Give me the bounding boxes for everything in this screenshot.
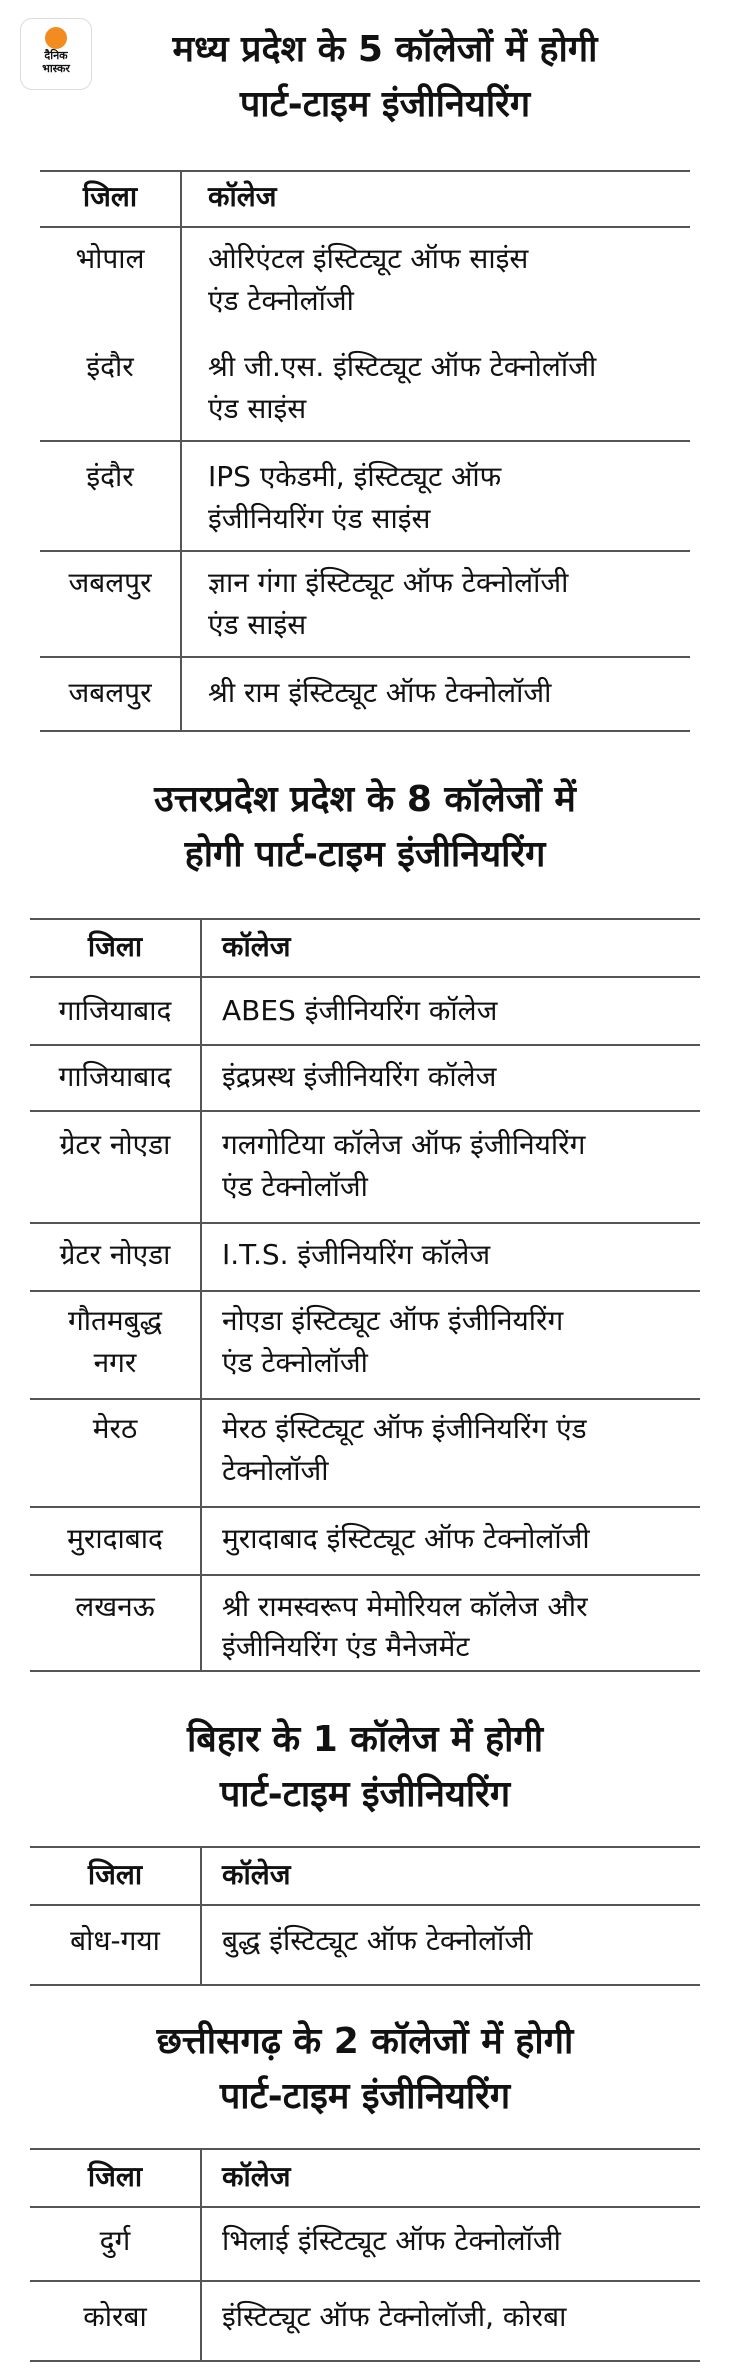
college-cell: ओरिएंटल इंस्टिट्यूट ऑफ साइंस <box>208 242 529 275</box>
row-rule <box>30 1110 700 1112</box>
district-cell: गाजियाबाद <box>58 1060 172 1093</box>
table-bottom-rule <box>30 1670 700 1672</box>
row-rule <box>30 1574 700 1576</box>
district-cell: ग्रेटर नोएडा <box>59 1128 171 1161</box>
college-cell-line2: इंजीनियरिंग एंड साइंस <box>208 502 431 535</box>
college-cell: गलगोटिया कॉलेज ऑफ इंजीनियरिंग <box>222 1128 586 1161</box>
district-cell: इंदौर <box>86 460 134 493</box>
college-cell-line2: एंड टेक्नोलॉजी <box>222 1346 368 1379</box>
row-rule <box>30 1398 700 1400</box>
section-title-bihar: बिहार के 1 कॉलेज में होगी पार्ट-टाइम इंजीनियरिंग <box>186 1719 544 1815</box>
college-cell-line2: इंजीनियरिंग एंड मैनेजमेंट <box>222 1630 470 1663</box>
district-cell: ग्रेटर नोएडा <box>59 1238 171 1271</box>
column-divider <box>200 2148 202 2360</box>
district-cell: मेरठ <box>92 1412 138 1445</box>
row-rule <box>30 1290 700 1292</box>
college-cell: श्री जी.एस. इंस्टिट्यूट ऑफ टेक्नोलॉजी <box>208 350 597 383</box>
table-top-rule <box>30 918 700 920</box>
row-rule <box>40 656 690 658</box>
header-rule <box>30 976 700 978</box>
column-header-district: जिला <box>87 2160 143 2193</box>
table-top-rule <box>40 170 690 172</box>
row-rule <box>30 1044 700 1046</box>
table-top-rule <box>30 1846 700 1848</box>
college-cell-line2: एंड टेक्नोलॉजी <box>208 284 354 317</box>
college-cell: श्री रामस्वरूप मेमोरियल कॉलेज और <box>222 1590 588 1623</box>
row-rule <box>30 1222 700 1224</box>
header-rule <box>30 1904 700 1906</box>
college-cell: मुरादाबाद इंस्टिट्यूट ऑफ टेक्नोलॉजी <box>222 1522 590 1555</box>
table-bottom-rule <box>30 2360 700 2362</box>
district-cell: भोपाल <box>75 242 145 275</box>
district-cell: कोरबा <box>83 2300 147 2333</box>
district-cell-line2: नगर <box>93 1346 137 1379</box>
district-cell: इंदौर <box>86 350 134 383</box>
table-bottom-rule <box>30 1984 700 1986</box>
column-header-college: कॉलेज <box>222 930 291 963</box>
college-cell-line2: एंड साइंस <box>208 392 307 425</box>
college-cell: ABES इंजीनियरिंग कॉलेज <box>222 994 498 1027</box>
column-header-college: कॉलेज <box>208 180 277 213</box>
logo-text-line2: भास्कर <box>42 62 70 75</box>
column-divider <box>180 170 182 730</box>
district-cell: बोध-गया <box>70 1924 160 1957</box>
college-cell: ज्ञान गंगा इंस्टिट्यूट ऑफ टेक्नोलॉजी <box>208 566 569 599</box>
header-rule <box>40 226 690 228</box>
column-divider <box>200 1846 202 1984</box>
college-cell: इंद्रप्रस्थ इंजीनियरिंग कॉलेज <box>222 1060 497 1093</box>
section-title-chhattisgarh: छत्तीसगढ़ के 2 कॉलेजों में होगी पार्ट-टाइम इंजीनियरिंग <box>156 2021 574 2117</box>
column-header-district: जिला <box>82 180 138 213</box>
row-rule <box>40 440 690 442</box>
district-cell: गाजियाबाद <box>58 994 172 1027</box>
column-header-district: जिला <box>87 930 143 963</box>
district-cell: जबलपुर <box>68 566 152 599</box>
college-cell: I.T.S. इंजीनियरिंग कॉलेज <box>222 1238 491 1271</box>
section-title-madhya-pradesh: मध्य प्रदेश के 5 कॉलेजों में होगी पार्ट-टाइम इंजीनियरिंग <box>172 29 598 125</box>
row-rule <box>30 1506 700 1508</box>
college-cell-line2: एंड साइंस <box>208 608 307 641</box>
college-cell: नोएडा इंस्टिट्यूट ऑफ इंजीनियरिंग <box>222 1304 564 1337</box>
college-cell-line2: एंड टेक्नोलॉजी <box>222 1170 368 1203</box>
column-divider <box>200 918 202 1670</box>
college-cell-line2: टेक्नोलॉजी <box>222 1454 329 1487</box>
logo-text-line1: दैनिक <box>44 49 68 62</box>
district-cell: जबलपुर <box>68 676 152 709</box>
section-title-uttar-pradesh: उत्तरप्रदेश प्रदेश के 8 कॉलेजों में होगी पार्ट-टाइम इंजीनियरिंग <box>154 779 576 875</box>
header-rule <box>30 2206 700 2208</box>
district-cell: दुर्ग <box>99 2224 131 2257</box>
column-header-college: कॉलेज <box>222 2160 291 2193</box>
college-cell: श्री राम इंस्टिट्यूट ऑफ टेक्नोलॉजी <box>208 676 552 709</box>
college-cell: इंस्टिट्यूट ऑफ टेक्नोलॉजी, कोरबा <box>222 2300 567 2333</box>
college-cell: बुद्ध इंस्टिट्यूट ऑफ टेक्नोलॉजी <box>222 1924 533 1957</box>
college-cell: भिलाई इंस्टिट्यूट ऑफ टेक्नोलॉजी <box>222 2224 561 2257</box>
district-cell: लखनऊ <box>75 1590 155 1623</box>
district-cell: गौतमबुद्ध <box>67 1304 163 1337</box>
column-header-district: जिला <box>87 1858 143 1891</box>
column-header-college: कॉलेज <box>222 1858 291 1891</box>
table-bottom-rule <box>40 730 690 732</box>
college-cell: IPS एकेडमी, इंस्टिट्यूट ऑफ <box>208 460 502 493</box>
row-rule <box>30 2280 700 2282</box>
table-top-rule <box>30 2148 700 2150</box>
row-rule <box>40 550 690 552</box>
district-cell: मुरादाबाद <box>67 1522 163 1555</box>
college-cell: मेरठ इंस्टिट्यूट ऑफ इंजीनियरिंग एंड <box>222 1412 587 1445</box>
